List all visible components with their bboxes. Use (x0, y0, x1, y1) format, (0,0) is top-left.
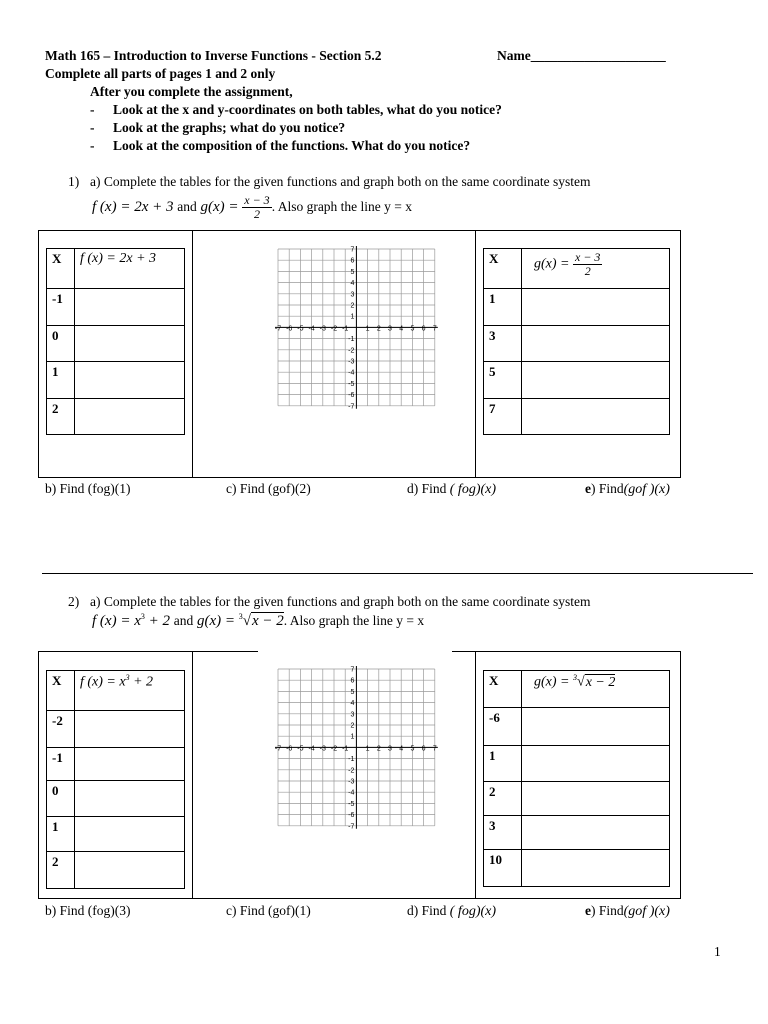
frame-right-edge (680, 651, 681, 899)
answer-cell[interactable] (75, 781, 185, 817)
frame-divider-right (475, 230, 476, 478)
x-cell: 1 (47, 362, 75, 399)
page-number: 1 (714, 944, 721, 959)
problem-1-number: 1) (68, 174, 80, 189)
bullet-3-text: Look at the composition of the functions. What do you notice? (113, 138, 471, 153)
frame-top-right (452, 651, 681, 652)
answer-cell[interactable] (75, 326, 185, 362)
coordinate-grid-2[interactable] (270, 664, 440, 836)
part-c: c) Find (gof)(2) (226, 481, 311, 496)
part-e: e) Find(gof )(x) (585, 481, 670, 497)
answer-cell[interactable] (75, 817, 185, 852)
and-word: and (177, 199, 197, 214)
x-tick-label: 5 (410, 325, 415, 333)
answer-cell[interactable] (522, 362, 670, 399)
x-cell: -6 (484, 708, 522, 746)
problem-2-number: 2) (68, 594, 80, 609)
name-field[interactable]: Name____________________ (497, 48, 666, 63)
y-tick-label: 5 (350, 268, 355, 276)
problem-1-intro: a) Complete the tables for the given functions and graph both on the same coordinate system (90, 174, 591, 189)
x-cell: 3 (484, 326, 522, 362)
y-tick-label: -1 (348, 756, 355, 764)
and-word: and (173, 613, 194, 628)
frame-bottom-edge (38, 898, 681, 899)
answer-cell[interactable] (522, 782, 670, 816)
x-tick-label: -3 (319, 325, 326, 333)
coordinate-grid-1[interactable] (270, 244, 440, 416)
x-tick-label: -5 (297, 325, 304, 333)
x-header: X (484, 249, 522, 289)
x-tick-label: -5 (297, 745, 304, 753)
y-tick-label: 1 (350, 733, 355, 741)
also-graph-text: . Also graph the line y = x (283, 613, 425, 628)
answer-cell[interactable] (522, 850, 670, 887)
x-cell: 2 (47, 852, 75, 889)
bullet-1: - (90, 102, 95, 117)
answer-cell[interactable] (75, 399, 185, 435)
section-divider (42, 573, 753, 574)
g-definition-lhs: g(x) = (200, 199, 239, 215)
y-tick-label: 7 (350, 246, 355, 254)
gx-header: g(x) = $\frac{x - 3}{2}$ (522, 249, 670, 289)
fx-header: f (x) = 2x + 3 (75, 249, 185, 289)
frame-divider-right (475, 651, 476, 899)
x-tick-label: 3 (388, 745, 392, 753)
y-tick-label: -3 (348, 778, 355, 786)
x-tick-label: 2 (376, 745, 381, 753)
x-cell: -1 (47, 748, 75, 781)
page-title: Math 165 – Introduction to Inverse Functions - Section 5.2 (45, 48, 382, 63)
f-definition: f (x) = 2x + 3 (92, 199, 174, 215)
g-table-2 (483, 670, 670, 887)
problem-1-definitions (92, 192, 412, 222)
x-cell: 1 (47, 817, 75, 852)
y-tick-label: -4 (348, 789, 355, 797)
bullet-2: - (90, 120, 95, 135)
part-e: e) Find(gof )(x) (585, 903, 670, 919)
answer-cell[interactable] (75, 711, 185, 748)
f-table-2 (46, 670, 185, 889)
y-tick-label: -6 (348, 392, 355, 400)
fx-header: f $(x) = x^3 + 2$ (75, 671, 185, 711)
bullet-2-text: Look at the graphs; what do you notice? (113, 120, 346, 135)
y-tick-label: 3 (350, 711, 355, 719)
frame-divider-left (192, 651, 193, 899)
y-tick-label: 6 (350, 677, 355, 685)
answer-cell[interactable] (75, 289, 185, 326)
x-cell: 0 (47, 326, 75, 362)
problem-2-intro: a) Complete the tables for the given functions and graph both on the same coordinate system (90, 594, 591, 609)
y-tick-label: -3 (348, 358, 355, 366)
g-table-1 (483, 248, 670, 435)
y-tick-label: -6 (348, 812, 355, 820)
x-tick-label: 1 (365, 325, 370, 333)
x-tick-label: -4 (308, 745, 315, 753)
gx-header: g(x) = $^3$√x − 2 (522, 671, 670, 708)
x-cell: 1 (484, 746, 522, 782)
y-tick-label: -5 (348, 800, 355, 808)
answer-cell[interactable] (522, 708, 670, 746)
x-header: X (47, 671, 75, 711)
x-tick-label: 4 (399, 325, 404, 333)
x-cell: 5 (484, 362, 522, 399)
x-tick-label: 5 (410, 745, 415, 753)
g-fraction: $\frac{x - 3}{2}$ (244, 193, 270, 222)
x-cell: -2 (47, 711, 75, 748)
x-cell: 0 (47, 781, 75, 817)
x-tick-label: 7 (432, 325, 437, 333)
f-table-1 (46, 248, 185, 435)
y-tick-label: 5 (350, 688, 355, 696)
x-header: X (47, 249, 75, 289)
x-tick-label: -1 (342, 325, 349, 333)
x-tick-label: -6 (286, 745, 293, 753)
y-tick-label: 1 (350, 313, 355, 321)
y-tick-label: -5 (348, 380, 355, 388)
answer-cell[interactable] (75, 362, 185, 399)
frame-divider-left (192, 230, 193, 478)
part-c: c) Find (gof)(1) (226, 903, 311, 918)
x-tick-label: 2 (376, 325, 381, 333)
y-tick-label: 2 (350, 302, 355, 310)
y-tick-label: -1 (348, 336, 355, 344)
y-tick-label: -7 (348, 823, 355, 831)
x-cell: 7 (484, 399, 522, 435)
y-tick-label: 4 (350, 700, 355, 708)
y-tick-label: -2 (348, 347, 355, 355)
x-tick-label: -6 (286, 325, 293, 333)
x-tick-label: -3 (319, 745, 326, 753)
g-definition: g(x) = (196, 613, 239, 629)
x-tick-label: 3 (388, 325, 392, 333)
x-tick-label: 6 (421, 325, 426, 333)
part-d: d) Find ( fog)(x) (407, 903, 497, 919)
part-d: d) Find ( fog)(x) (407, 481, 497, 497)
part-b: b) Find (fog)(1) (45, 481, 131, 496)
y-tick-label: 3 (350, 291, 355, 299)
part-b: b) Find (fog)(3) (45, 903, 131, 918)
answer-cell[interactable] (522, 816, 670, 850)
x-tick-label: 4 (399, 745, 404, 753)
y-tick-label: 2 (350, 722, 355, 730)
also-graph-text: . Also graph the line y = x (271, 199, 413, 214)
y-tick-label: -4 (348, 369, 355, 377)
bullet-1-text: Look at the x and y-coordinates on both tables, what do you notice? (113, 102, 502, 117)
x-tick-label: -2 (330, 745, 338, 753)
x-tick-label: 1 (365, 745, 370, 753)
answer-cell[interactable] (522, 399, 670, 435)
y-tick-label: 6 (350, 257, 355, 265)
answer-cell[interactable] (522, 289, 670, 326)
answer-cell[interactable] (522, 326, 670, 362)
x-cell: -1 (47, 289, 75, 326)
x-tick-label: 6 (421, 745, 426, 753)
y-tick-label: 4 (350, 280, 355, 288)
x-tick-label: -4 (308, 325, 315, 333)
bullet-3: - (90, 138, 95, 153)
x-header: X (484, 671, 522, 708)
x-cell: 2 (47, 399, 75, 435)
y-tick-label: -7 (348, 403, 355, 411)
y-tick-label: 7 (350, 666, 355, 674)
answer-cell[interactable] (522, 746, 670, 782)
f-definition: f (x) = x (92, 613, 141, 629)
frame-left-edge (38, 651, 39, 899)
x-cell: 10 (484, 850, 522, 887)
x-tick-label: -2 (330, 325, 338, 333)
x-tick-label: -1 (342, 745, 349, 753)
x-tick-label: -7 (274, 325, 282, 333)
answer-cell[interactable] (75, 748, 185, 781)
frame-top-left (38, 651, 258, 652)
y-tick-label: -2 (348, 767, 355, 775)
problem-2-definitions: f $(x) = x^3 + 2$ and g(x) = $^3$√x − 2. Also graph the line y = x (92, 612, 425, 629)
x-tick-label: -7 (274, 745, 282, 753)
x-cell: 3 (484, 816, 522, 850)
after-label: After you complete the assignment, (90, 84, 293, 99)
x-cell: 2 (484, 782, 522, 816)
x-tick-label: 7 (432, 745, 437, 753)
answer-cell[interactable] (75, 852, 185, 889)
instructions: Complete all parts of pages 1 and 2 only (45, 66, 276, 81)
x-cell: 1 (484, 289, 522, 326)
